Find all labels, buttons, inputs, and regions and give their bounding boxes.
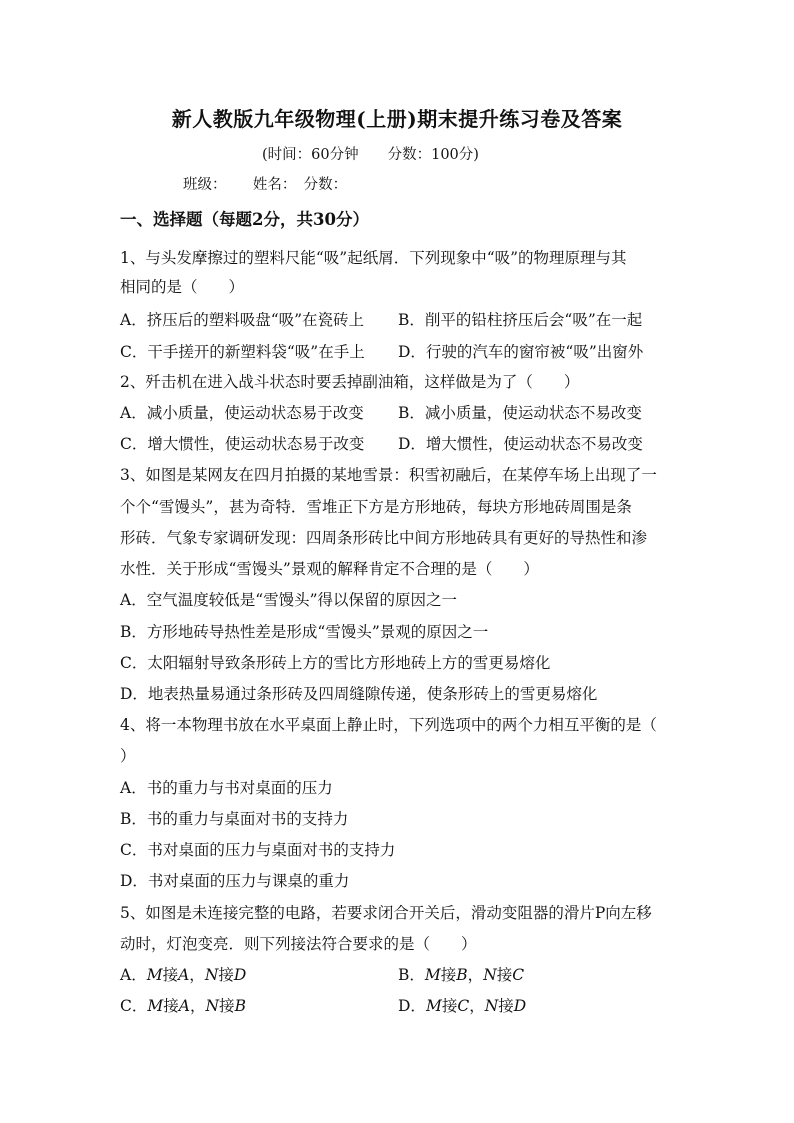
student-info-fields: 班级： 姓名： 分数： — [183, 177, 348, 193]
question-3-option-a: A．空气温度较低是“雪馒头”得以保留的原因之一 — [120, 591, 458, 609]
question-1-option-c: C．干手搓开的新塑料袋“吸”在手上 — [120, 343, 365, 361]
question-3-option-c: C．太阳辐射导致条形砖上方的雪比方形地砖上方的雪更易熔化 — [120, 654, 551, 672]
question-3-option-d: D．地表热量易通过条形砖及四周缝隙传递，使条形砖上的雪更易熔化 — [120, 685, 598, 703]
question-2-option-d: D．增大惯性，使运动状态不易改变 — [398, 435, 643, 453]
question-5-stem: 5、如图是未连接完整的电路，若要求闭合开关后，滑动变阻器的滑片P向左移 — [120, 904, 652, 922]
section-heading-choice: 一、选择题（每题2分，共30分） — [120, 210, 369, 229]
question-1-option-b: B．削平的铅柱挤压后会“吸”在一起 — [398, 311, 643, 329]
page-title: 新人教版九年级物理(上册)期末提升练习卷及答案 — [171, 107, 623, 131]
question-2-option-c: C．增大惯性，使运动状态易于改变 — [120, 435, 365, 453]
exam-time-score: (时间：60分钟 分数：100分) — [262, 147, 479, 163]
question-2-stem: 2、歼击机在进入战斗状态时要丢掉副油箱，这样做是为了（ ） — [120, 373, 580, 391]
question-5-option-b: B．M接B，N接C — [398, 966, 525, 984]
question-3-stem-cont-3: 水性．关于形成“雪馒头”景观的解释肯定不合理的是（ ） — [120, 560, 539, 578]
question-5-option-d: D．M接C，N接D — [398, 997, 527, 1015]
question-3-stem-cont-2: 形砖．气象专家调研发现：四周条形砖比中间方形地砖具有更好的导热性和渗 — [120, 529, 648, 547]
question-4-stem-cont: ） — [120, 747, 136, 765]
question-4-stem: 4、将一本物理书放在水平桌面上静止时，下列选项中的两个力相互平衡的是（ — [120, 716, 657, 734]
question-4-option-c: C．书对桌面的压力与桌面对书的支持力 — [120, 841, 396, 859]
question-4-option-a: A．书的重力与书对桌面的压力 — [120, 779, 333, 797]
question-4-option-d: D．书对桌面的压力与课桌的重力 — [120, 872, 350, 890]
question-1-stem-cont: 相同的是（ ） — [120, 278, 245, 296]
question-1-stem: 1、与头发摩擦过的塑料尺能“吸”起纸屑．下列现象中“吸”的物理原理与其 — [120, 249, 627, 267]
question-1-option-a: A．挤压后的塑料吸盘“吸”在瓷砖上 — [120, 311, 365, 329]
question-4-option-b: B．书的重力与桌面对书的支持力 — [120, 810, 349, 828]
question-3-stem: 3、如图是某网友在四月拍摄的某地雪景：积雪初融后，在某停车场上出现了一 — [120, 466, 657, 484]
question-2-option-b: B．减小质量，使运动状态不易改变 — [398, 404, 642, 422]
question-1-option-d: D．行驶的汽车的窗帘被“吸”出窗外 — [398, 343, 644, 361]
question-5-option-a: A．M接A，N接D — [120, 966, 247, 984]
question-5-option-c: C．M接A，N接B — [120, 997, 246, 1015]
question-5-stem-cont: 动时，灯泡变亮．则下列接法符合要求的是（ ） — [120, 935, 477, 953]
question-3-option-b: B．方形地砖导热性差是形成“雪馒头”景观的原因之一 — [120, 623, 489, 641]
question-3-stem-cont-1: 个个“雪馒头”，甚为奇特．雪堆正下方是方形地砖，每块方形地砖周围是条 — [120, 498, 632, 516]
question-2-option-a: A．减小质量，使运动状态易于改变 — [120, 404, 364, 422]
